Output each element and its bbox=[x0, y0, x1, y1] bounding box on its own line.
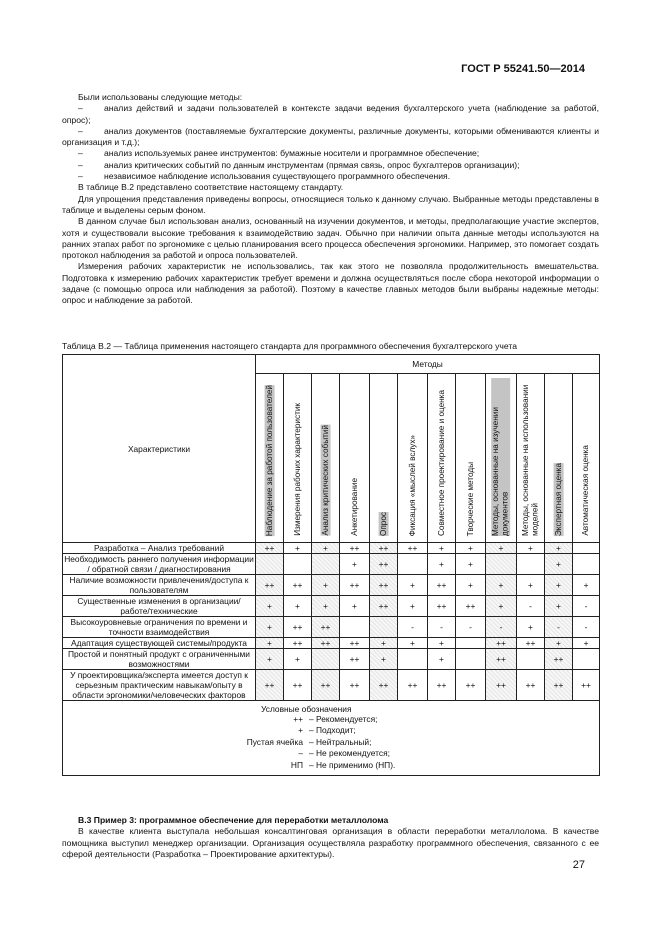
method-column-header bbox=[486, 374, 517, 543]
rating-cell: + bbox=[370, 638, 398, 649]
rating-cell: - bbox=[545, 617, 573, 638]
table-row bbox=[63, 543, 600, 554]
method-list-item bbox=[62, 103, 599, 126]
rating-cell: ++ bbox=[284, 638, 312, 649]
method-label: Совместное проектирование и оценка bbox=[436, 390, 446, 536]
paragraph: В данном случае был использован анализ, основанный на изучении документов, и методы, предполагающие участие экспертов, хотя и существовали высокие требования к взаимодействию задач. Обычно при наличии опыта данные методы используются на ранних этапах работ по эргономике с целью планирования всего процесса обеспечения эргономики. Например, это помогает создать протокол наблюдения за работой и опроса пользователей. bbox=[62, 216, 599, 261]
table-caption: Таблица В.2 — Таблица применения настоящего стандарта для программного обеспечения бухгалтерского учета bbox=[62, 341, 517, 351]
rating-cell: - bbox=[517, 596, 545, 617]
rating-cell: ++ bbox=[398, 543, 428, 554]
rating-cell: + bbox=[284, 543, 312, 554]
legend-item bbox=[63, 737, 599, 748]
rating-cell: ++ bbox=[486, 670, 517, 701]
method-label: Опрос bbox=[378, 511, 388, 536]
rating-cell: + bbox=[456, 554, 486, 575]
rating-cell: ++ bbox=[428, 575, 456, 596]
rating-cell bbox=[517, 649, 545, 670]
body-text bbox=[62, 92, 599, 307]
characteristic-label: Адаптация существующей системы/продукта bbox=[63, 638, 256, 649]
rating-cell: + bbox=[340, 554, 370, 575]
legend-meaning: – Рекомендуется; bbox=[309, 714, 378, 724]
rating-cell bbox=[398, 554, 428, 575]
legend-symbol: ++ bbox=[293, 714, 303, 724]
rating-cell: + bbox=[284, 596, 312, 617]
legend-meaning: – Подходит; bbox=[309, 725, 356, 736]
rating-cell: ++ bbox=[312, 670, 340, 701]
method-label: Экспертная оценка bbox=[553, 462, 563, 536]
method-column-header bbox=[340, 374, 370, 543]
rating-cell: ++ bbox=[486, 638, 517, 649]
method-list-text: анализ действий и задачи пользователей в контексте задачи ведения бухгалтерского учета (наблюдение за работой, опрос); bbox=[62, 103, 599, 125]
method-column-header bbox=[573, 374, 600, 543]
section-text: В качестве клиента выступала небольшая консалтинговая организация в области переработки металлолома. В качестве помощника выступил менеджер организации. Организация осуществляла разработку программного обеспечения, связанного с ее сферой деятельности (Разработка – Проектирование архитектуры). bbox=[62, 826, 599, 859]
method-list-text: независимое наблюдение использования существующего программного обеспечения. bbox=[104, 171, 451, 182]
rating-cell: + bbox=[256, 649, 284, 670]
rating-cell: ++ bbox=[340, 638, 370, 649]
rating-cell: - bbox=[428, 617, 456, 638]
method-list-text: анализ используемых ранее инструментов: бумажные носители и программное обеспечение; bbox=[104, 148, 480, 159]
rating-cell bbox=[486, 554, 517, 575]
method-list-item bbox=[62, 126, 599, 149]
method-column-header bbox=[428, 374, 456, 543]
method-list-item bbox=[62, 160, 599, 171]
rating-cell: + bbox=[517, 575, 545, 596]
rating-cell: + bbox=[573, 575, 600, 596]
rating-cell: ++ bbox=[256, 543, 284, 554]
method-column-header bbox=[398, 374, 428, 543]
characteristic-label: Наличие возможности привлечения/доступа к пользователям bbox=[63, 575, 256, 596]
characteristic-label: Разработка – Анализ требований bbox=[63, 543, 256, 554]
legend-item bbox=[63, 760, 599, 771]
rating-cell: ++ bbox=[370, 596, 398, 617]
characteristic-label: Существенные изменения в организации/работе/технические bbox=[63, 596, 256, 617]
rating-cell bbox=[370, 617, 398, 638]
legend-symbol: – bbox=[298, 748, 303, 759]
table-row bbox=[63, 554, 600, 575]
method-column-header bbox=[284, 374, 312, 543]
table-row bbox=[63, 617, 600, 638]
method-label: Методы, основанные на изучении документов bbox=[491, 378, 510, 536]
dash-mark: – bbox=[78, 171, 83, 182]
rating-cell: ++ bbox=[312, 617, 340, 638]
paragraph: В таблице В.2 представлено соответствие настоящему стандарту. bbox=[78, 182, 344, 193]
methods-table bbox=[62, 354, 600, 776]
method-label: Наблюдение за работой пользователей bbox=[264, 384, 274, 536]
rating-cell: + bbox=[398, 638, 428, 649]
rating-cell: + bbox=[517, 543, 545, 554]
legend-meaning: – Нейтральный; bbox=[309, 736, 372, 747]
rating-cell: ++ bbox=[545, 670, 573, 701]
rating-cell: - bbox=[456, 617, 486, 638]
method-label: Фиксация «мыслей вслух» bbox=[407, 434, 417, 536]
paragraph: Измерения рабочих характеристик не использовались, так как этого не позволяла продолжительность вмешательства. Подготовка к измерению рабочих характеристик требует времени и должна осуществляться после сбора некоторой информации о задаче (с помощью опроса или наблюдения за работой). Поэтому в качестве главных методов были выбраны надежные методы: опрос и наблюдение за работой. bbox=[62, 261, 599, 306]
rating-cell: ++ bbox=[517, 670, 545, 701]
rating-cell: ++ bbox=[256, 575, 284, 596]
rating-cell: ++ bbox=[545, 649, 573, 670]
rating-cell: - bbox=[486, 617, 517, 638]
method-label: Анализ критических событий bbox=[320, 425, 330, 536]
rating-cell: ++ bbox=[256, 670, 284, 701]
method-column-header bbox=[312, 374, 340, 543]
table-row bbox=[63, 575, 600, 596]
characteristic-label: У проектировщика/эксперта имеется доступ к серьезным практическим навыкам/опыту в области эргономики/человеческих факторов bbox=[63, 670, 256, 701]
characteristic-label: Простой и понятный продукт с ограниченными возможностями bbox=[63, 649, 256, 670]
table-row bbox=[63, 649, 600, 670]
method-label: Творческие методы bbox=[465, 461, 475, 536]
method-list-text: анализ документов (поставляемые бухгалтерские документы, различные документы, которыми обмениваются клиенты и организация и т.д.); bbox=[62, 125, 599, 148]
rating-cell: ++ bbox=[370, 575, 398, 596]
rating-cell: + bbox=[256, 596, 284, 617]
rating-cell bbox=[340, 617, 370, 638]
dash-mark: – bbox=[78, 159, 83, 170]
rating-cell: + bbox=[428, 638, 456, 649]
section-b3 bbox=[62, 815, 599, 860]
legend-item bbox=[63, 748, 599, 759]
rating-cell: ++ bbox=[340, 543, 370, 554]
rating-cell: ++ bbox=[456, 670, 486, 701]
method-column-header bbox=[456, 374, 486, 543]
rating-cell: ++ bbox=[284, 575, 312, 596]
legend-items bbox=[63, 714, 599, 771]
rating-cell: + bbox=[545, 596, 573, 617]
rating-cell: + bbox=[340, 596, 370, 617]
rating-cell: ++ bbox=[456, 596, 486, 617]
rating-cell: + bbox=[370, 649, 398, 670]
method-column-header bbox=[545, 374, 573, 543]
legend-item bbox=[63, 714, 599, 725]
table-body bbox=[63, 543, 600, 701]
rating-cell: ++ bbox=[517, 638, 545, 649]
paragraph: Для упрощения представления приведены вопросы, относящиеся только к данному случаю. Выбранные методы представлены в таблице и выделены серым фоном. bbox=[62, 193, 599, 215]
method-label: Анкетирование bbox=[349, 478, 359, 536]
rating-cell: ++ bbox=[370, 670, 398, 701]
method-list-item bbox=[62, 171, 599, 182]
rating-cell: + bbox=[428, 649, 456, 670]
characteristics-header: Характеристики bbox=[63, 355, 256, 543]
intro-paragraph: Были использованы следующие методы: bbox=[78, 92, 243, 102]
rating-cell: + bbox=[517, 617, 545, 638]
rating-cell bbox=[517, 554, 545, 575]
rating-cell: + bbox=[398, 575, 428, 596]
method-column-header bbox=[517, 374, 545, 543]
rating-cell: + bbox=[486, 575, 517, 596]
legend bbox=[63, 701, 600, 776]
rating-cell bbox=[284, 554, 312, 575]
rating-cell: - bbox=[573, 617, 600, 638]
rating-cell: + bbox=[312, 543, 340, 554]
legend-symbol: Пустая ячейка bbox=[246, 736, 303, 747]
rating-cell: ++ bbox=[340, 575, 370, 596]
method-column-header bbox=[370, 374, 398, 543]
rating-cell bbox=[312, 649, 340, 670]
rating-cell: + bbox=[545, 638, 573, 649]
table-row bbox=[63, 670, 600, 701]
method-label: Измерения рабочих характеристик bbox=[292, 403, 302, 536]
rating-cell bbox=[573, 543, 600, 554]
method-column-header bbox=[256, 374, 284, 543]
rating-cell bbox=[456, 649, 486, 670]
page-number: 27 bbox=[572, 859, 585, 871]
method-label: Автоматическая оценка bbox=[581, 445, 591, 536]
method-list-text: анализ критических событий по данным инструментам (прямая связь, опрос бухгалтеров организации); bbox=[104, 159, 520, 170]
standard-code: ГОСТ Р 55241.50—2014 bbox=[461, 63, 585, 75]
legend-title: Условные обозначения bbox=[261, 704, 352, 714]
rating-cell: ++ bbox=[370, 554, 398, 575]
characteristic-label: Необходимость раннего получения информации / обратной связи / диагностирования bbox=[64, 554, 254, 574]
rating-cell: + bbox=[312, 575, 340, 596]
rating-cell bbox=[398, 649, 428, 670]
characteristic-label: Высокоуровневые ограничения по времени и точности взаимодействия bbox=[63, 617, 256, 638]
legend-item bbox=[63, 725, 599, 736]
rating-cell: ++ bbox=[428, 670, 456, 701]
rating-cell: ++ bbox=[486, 649, 517, 670]
rating-cell: + bbox=[545, 543, 573, 554]
rating-cell: ++ bbox=[284, 670, 312, 701]
rating-cell bbox=[573, 554, 600, 575]
table-row bbox=[63, 596, 600, 617]
method-list-item bbox=[62, 148, 599, 159]
rating-cell: + bbox=[486, 543, 517, 554]
rating-cell: - bbox=[573, 596, 600, 617]
legend-meaning: – Не применимо (НП). bbox=[309, 759, 396, 770]
rating-cell: + bbox=[284, 649, 312, 670]
rating-cell: ++ bbox=[428, 596, 456, 617]
legend-symbol: + bbox=[298, 725, 303, 736]
rating-cell: + bbox=[256, 617, 284, 638]
rating-cell: + bbox=[256, 638, 284, 649]
rating-cell: + bbox=[573, 638, 600, 649]
dash-mark: – bbox=[78, 125, 83, 136]
section-title: В.3 Пример 3: программное обеспечение для переработки металлолома bbox=[78, 815, 389, 825]
rating-cell: + bbox=[545, 575, 573, 596]
dash-mark: – bbox=[78, 103, 83, 114]
table-row bbox=[63, 638, 600, 649]
rating-cell: - bbox=[398, 617, 428, 638]
rating-cell: + bbox=[486, 596, 517, 617]
rating-cell bbox=[256, 554, 284, 575]
rating-cell: ++ bbox=[340, 670, 370, 701]
rating-cell: ++ bbox=[370, 543, 398, 554]
methods-header: Методы bbox=[256, 355, 600, 374]
rating-cell: ++ bbox=[573, 670, 600, 701]
legend-symbol: НП bbox=[290, 759, 303, 770]
rating-cell: + bbox=[545, 554, 573, 575]
rating-cell: ++ bbox=[398, 670, 428, 701]
method-label: Методы, основанные на использовании моделей bbox=[520, 384, 540, 536]
rating-cell: + bbox=[428, 543, 456, 554]
rating-cell: + bbox=[398, 596, 428, 617]
rating-cell: ++ bbox=[312, 638, 340, 649]
rating-cell: + bbox=[456, 575, 486, 596]
rating-cell: ++ bbox=[340, 649, 370, 670]
legend-meaning: – Не рекомендуется; bbox=[309, 748, 390, 759]
rating-cell bbox=[312, 554, 340, 575]
rating-cell: ++ bbox=[284, 617, 312, 638]
dash-mark: – bbox=[78, 148, 83, 159]
rating-cell bbox=[456, 638, 486, 649]
rating-cell bbox=[573, 649, 600, 670]
rating-cell: + bbox=[428, 554, 456, 575]
rating-cell: + bbox=[312, 596, 340, 617]
rating-cell: + bbox=[456, 543, 486, 554]
